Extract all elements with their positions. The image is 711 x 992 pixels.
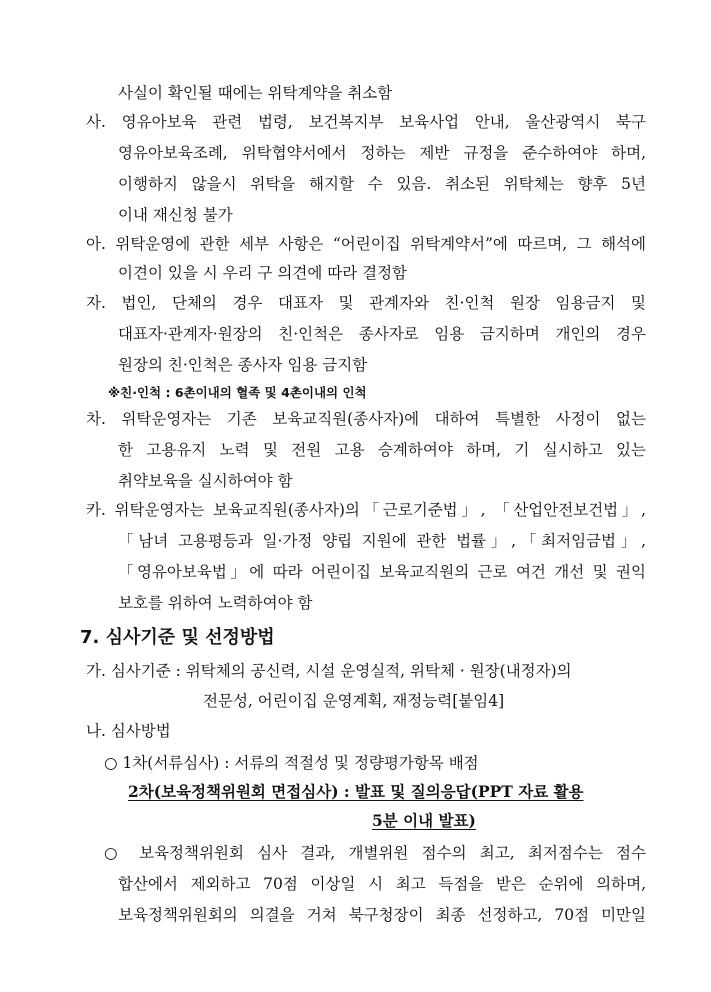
bullet-result: ○ 보육정책위원회 심사 결과, 개별위원 점수의 최고, 최저점수는 점수 (104, 844, 646, 862)
text-line: 전문성, 어린이집 운영계획, 재정능력[붙임4] (203, 692, 505, 710)
second-round-cont: 5분 이내 발표) (372, 811, 476, 830)
text-line: 원장의 친·인척은 종사자 임용 금지함 (118, 356, 368, 374)
second-round: 2차(보육정책위원회 면접심사) : 발표 및 질의응답(PPT 자료 활용 (128, 782, 584, 801)
text-line: 보호를 위하여 노력하여야 함 (118, 594, 313, 612)
text-line: 이견이 있을 시 우리 구 의견에 따라 결정함 (118, 264, 408, 282)
item-sa: 사. 영유아보육 관련 법령, 보건복지부 보육사업 안내, 울산광역시 북구 (86, 113, 646, 131)
text-line: 대표자·관계자·원장의 친·인척은 종사자로 임용 금지하며 개인의 경우 (118, 325, 646, 343)
text-line: 「남녀 고용평등과 일·가정 양립 지원에 관한 법률」,「최저임금법」, (118, 532, 646, 550)
text-line: 취약보육을 실시하여야 함 (118, 472, 293, 490)
text-line: 「영유아보육법」에 따라 어린이집 보육교직원의 근로 여건 개선 및 권익 (118, 563, 646, 581)
text-line: 사실이 확인될 때에는 위탁계약을 취소함 (118, 84, 393, 102)
text-line: 한 고용유지 노력 및 전원 고용 승계하여야 하며, 기 실시하고 있는 (118, 441, 646, 459)
text-line: 이내 재신청 불가 (118, 206, 233, 224)
bullet-first-round: ○ 1차(서류심사) : 서류의 적절성 및 정량평가항목 배점 (104, 754, 479, 772)
text-line: 이행하지 않을시 위탁을 해지할 수 있음. 취소된 위탁체는 향후 5년 (118, 175, 646, 193)
section-heading: 7. 심사기준 및 선정방법 (80, 627, 275, 648)
item-ga: 가. 심사기준 : 위탁체의 공신력, 시설 운영실적, 위탁체 · 원장(내정자)의 (86, 662, 572, 680)
item-cha: 차. 위탁운영자는 기존 보육교직원(종사자)에 대하여 특별한 사정이 없는 (86, 410, 646, 428)
note-relatives: ※친·인척 : 6촌이내의 혈족 및 4촌이내의 인척 (108, 385, 367, 400)
item-a: 아. 위탁운영에 관한 세부 사항은 “어린이집 위탁계약서”에 따르며, 그 해석에 (86, 235, 646, 253)
text-line: 합산에서 제외하고 70점 이상일 시 최고 득점을 받은 순위에 의하며, (118, 875, 646, 893)
item-ka: 카. 위탁운영자는 보육교직원(종사자)의「근로기준법」, 「산업안전보건법」, (86, 501, 646, 519)
text-line: 영유아보육조례, 위탁협약서에서 정하는 제반 규정을 준수하여야 하며, (118, 144, 646, 162)
item-ja: 자. 법인, 단체의 경우 대표자 및 관계자와 친·인척 원장 임용금지 및 (86, 294, 646, 312)
item-na: 나. 심사방법 (86, 722, 171, 740)
text-line: 보육정책위원회의 의결을 거쳐 북구청장이 최종 선정하고, 70점 미만일 (118, 906, 646, 924)
